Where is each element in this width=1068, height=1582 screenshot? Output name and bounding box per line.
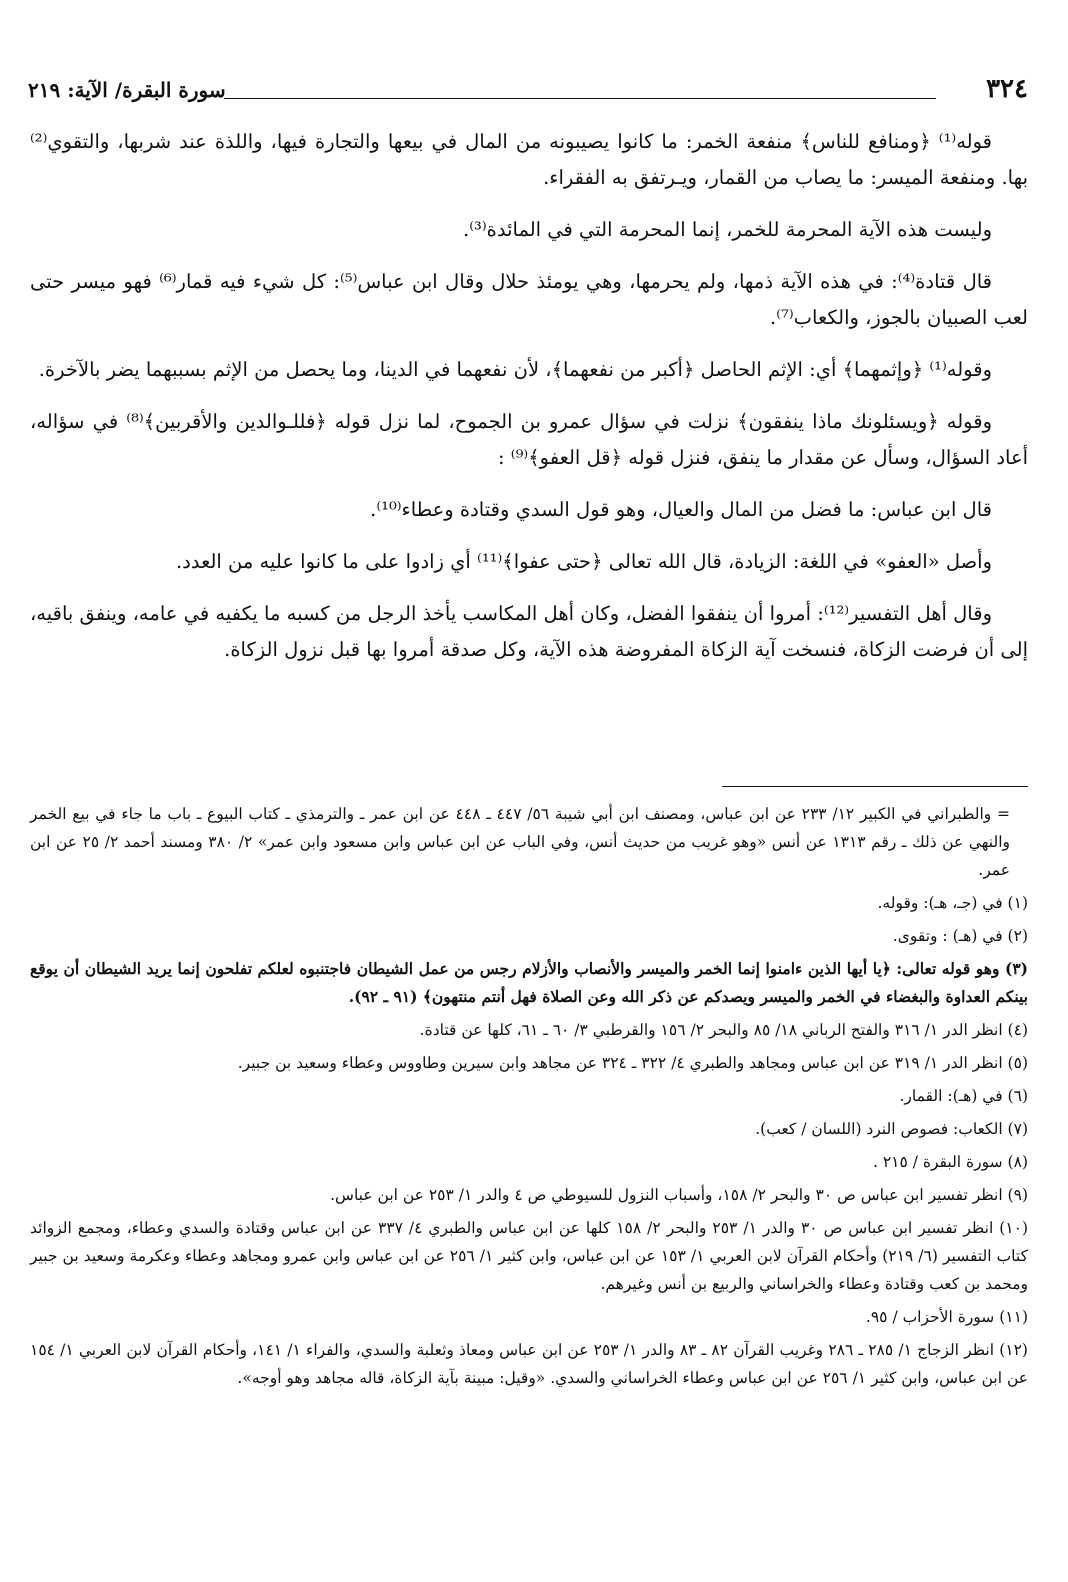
page-number: ٣٢٤ (986, 74, 1028, 104)
main-text (30, 124, 1028, 684)
paragraph-3: قال قتادة⁽⁴⁾: في هذه الآية ذمها، ولم يحرمها، وهي يومئذ حلال وقال ابن عباس⁽⁵⁾: كل شيء فيه قمار⁽⁶⁾ فهو ميسر حتى لعب الصبيان بالجوز، والكعاب⁽⁷⁾. (30, 270, 1028, 329)
paragraph-2: وليست هذه الآية المحرمة للخمر، إنما المحرمة التي في المائدة⁽³⁾. (463, 218, 992, 241)
footnote-11: (١١) سورة الأحزاب / ٩٥. (865, 1308, 1028, 1326)
header-rule (224, 98, 936, 99)
paragraph-5: وقوله ﴿ويسئلونك ماذا ينفقون﴾ نزلت في سؤال عمرو بن الجموح، لما نزل قوله ﴿فللـوالدين والأقربين﴾⁽⁸⁾ في سؤاله، أعاد السؤال، وسأل عن مقدار ما ينفق، فنزل قوله ﴿قل العفو﴾⁽⁹⁾ : (30, 410, 1028, 469)
footnote-7: (٧) الكعاب: فصوص النرد (اللسان / كعب). (755, 1120, 1028, 1138)
footnote-6: (٦) في (هـ): القمار. (899, 1087, 1028, 1105)
footnote-12: (١٢) انظر الزجاج ١/ ٢٨٥ ـ ٢٨٦ وغريب القرآن ٨٢ ـ ٨٣ والدر ١/ ٢٥٣ عن ابن عباس ومعاذ وثعلبة والسدي، والفراء ١/ ١٤١، وأحكام القرآن لابن العربي ١/ ١٥٤ عن ابن عباس، وابن كثير ١/ ٢٥٦ عن ابن عباس وعطاء الخراساني والسدي. «وقيل: مبينة بآية الزكاة، قاله مجاهد وهو أوجه». (30, 1341, 1028, 1387)
paragraph-1: قوله⁽¹⁾ ﴿ومنافع للناس﴾ منفعة الخمر: ما كانوا يصيبونه من المال في بيعها والتجارة فيها، واللذة عند شربها، والتقوي⁽²⁾ بها. ومنفعة الميسر: ما يصاب من القمار، ويـرتفق به الفقراء. (30, 130, 1028, 189)
paragraph-8: وقال أهل التفسير⁽¹²⁾: أمروا أن ينفقوا الفضل، وكان أهل المكاسب يأخذ الرجل من كسبه ما يكفيه في عامه، وينفق باقيه، إلى أن فرضت الزكاة، فنسخت آية الزكاة المفروضة هذه الآية، وكل صدقة أمروا بها قبل نزول الزكاة. (30, 602, 1028, 661)
footnote-separator (722, 786, 1028, 787)
footnote-2: (٢) في (هـ) : وتقوى. (892, 927, 1028, 945)
footnote-5: (٥) انظر الدر ١/ ٣١٩ عن ابن عباس ومجاهد والطبري ٤/ ٣٢٢ ـ ٣٢٤ عن مجاهد وابن سيرين وطاووس وعطاء وسعيد بن جبير. (237, 1054, 1028, 1072)
paragraph-4: وقوله⁽¹⁾ ﴿وإثمهما﴾ أي: الإثم الحاصل ﴿أكبر من نفعهما﴾، لأن نفعهما في الدينا، وما يحصل من الإثم بسببهما يضر بالآخرة. (38, 358, 992, 381)
footnote-continuation: = والطبراني في الكبير ١٢/ ٢٣٣ عن ابن عباس، ومصنف ابن أبي شيبة ٥٦/ ٤٤٧ ـ ٤٤٨ عن ابن عمر ـ والترمذي ـ كتاب البيوع ـ باب ما جاء في بيع الخمر والنهي عن ذلك ـ رقم ١٣١٣ عن أنس «وهو غريب من حديث أنس، وفي الباب عن ابن عباس وابن مسعود وابن عمر» ٢/ ٣٨٠ ومسند أحمد ٢/ ٢٥ عن ابن عمر. (30, 805, 1010, 879)
page-header (28, 74, 1028, 114)
running-title: سورة البقرة/ الآية: ٢١٩ (28, 78, 226, 102)
paragraph-7: وأصل «العفو» في اللغة: الزيادة، قال الله تعالى ﴿حتى عفوا﴾⁽¹¹⁾ أي زادوا على ما كانوا عليه من العدد. (175, 550, 992, 573)
footnote-10: (١٠) انظر تفسير ابن عباس ص ٣٠ والدر ١/ ٢٥٣ والبحر ٢/ ١٥٨ كلها عن ابن عباس والطبري ٤/ ٣٣٧ عن ابن عباس وقتادة والسدي وعطاء، ومجمع الزوائد كتاب التفسير (٦/ ٢١٩) وأحكام القرآن لابن العربي ١/ ١٥٣ عن ابن عباس، وابن كثير ١/ ٢٥٦ عن ابن عباس وابن عمرو ومجاهد وعطاء وعكرمة وسعيد بن جبير ومحمد بن كعب وقتادة وعطاء والخراساني والربيع بن أنس وغيرهم. (30, 1219, 1028, 1293)
footnote-8: (٨) سورة البقرة / ٢١٥ . (872, 1153, 1028, 1171)
footnote-4: (٤) انظر الدر ١/ ٣١٦ والفتح الرباني ١٨/ ٨٥ والبحر ٢/ ١٥٦ والقرطبي ٣/ ٦٠ ـ ٦١، كلها عن قتادة. (419, 1021, 1028, 1039)
footnote-1: (١) في (جـ، هـ): وقوله. (877, 894, 1028, 912)
footnote-3: (٣) وهو قوله تعالى: ﴿يا أيها الذين ءامنوا إنما الخمر والميسر والأنصاب والأزلام رجس من عمل الشيطان فاجتنبوه لعلكم تفلحون إنما يريد الشيطان أن يوقع بينكم العداوة والبغضاء في الخمر والميسر ويصدكم عن ذكر الله وعن الصلاة فهل أنتم منتهون﴾ (٩١ ـ ٩٢). (30, 959, 1028, 1006)
paragraph-6: قال ابن عباس: ما فضل من المال والعيال، وهو قول السدي وقتادة وعطاء⁽¹⁰⁾. (370, 498, 992, 521)
footnote-9: (٩) انظر تفسير ابن عباس ص ٣٠ والبحر ٢/ ١٥٨، وأسباب النزول للسيوطي ص ٤ والدر ١/ ٢٥٣ عن ابن عباس. (330, 1186, 1028, 1204)
footnotes (30, 800, 1028, 1397)
